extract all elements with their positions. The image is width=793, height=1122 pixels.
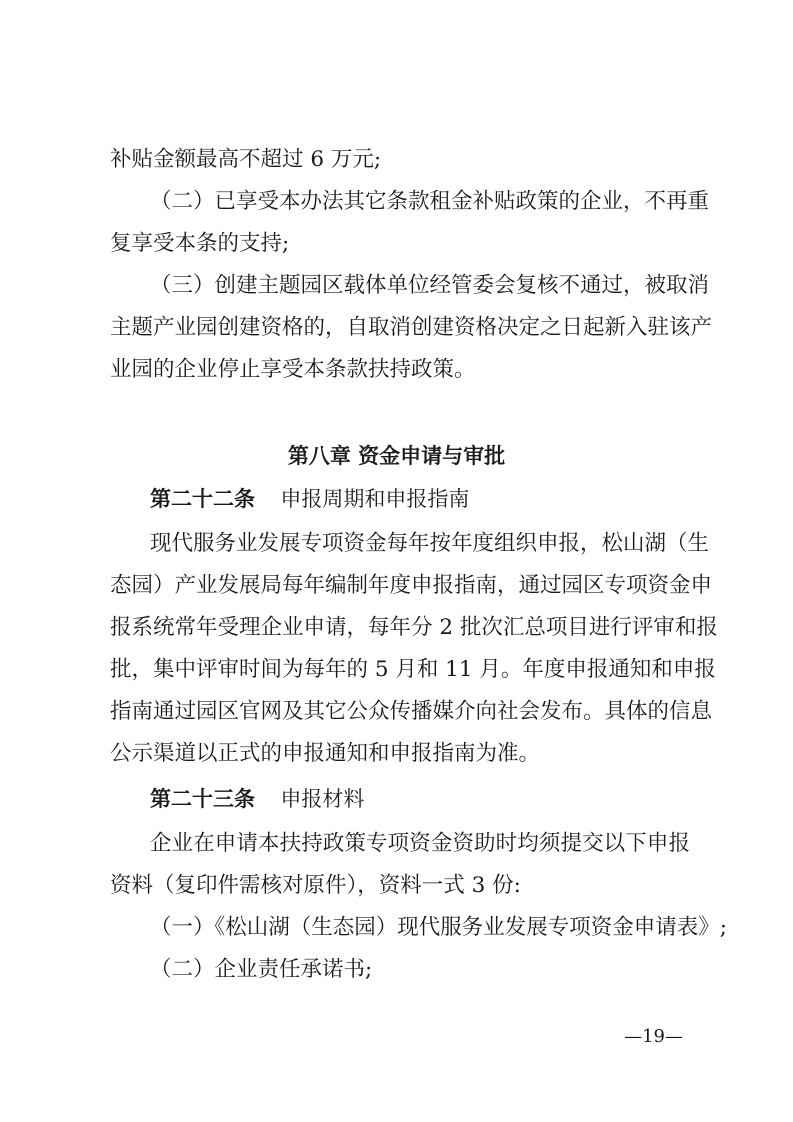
text-line: 指南通过园区官网及其它公众传播媒介向社会发布。具体的信息 bbox=[110, 699, 713, 724]
text-line: 资料（复印件需核对原件），资料一式 3 份: bbox=[110, 873, 521, 898]
text-line: 业园的企业停止享受本条款扶持政策。 bbox=[110, 357, 476, 382]
text-line: （二）企业责任承诺书; bbox=[150, 957, 373, 982]
text-line: （一）《松山湖（生态园）现代服务业发展专项资金申请表》; bbox=[150, 915, 727, 940]
article-label: 第二十二条 bbox=[150, 487, 255, 511]
page-number: —19— bbox=[624, 1026, 683, 1047]
text-line: 补贴金额最高不超过 6 万元; bbox=[110, 147, 382, 172]
text-line: 报系统常年受理企业申请，每年分 2 批次汇总项目进行评审和报 bbox=[110, 615, 718, 640]
article-title: 申报材料 bbox=[280, 787, 365, 811]
article-label: 第二十三条 bbox=[150, 787, 255, 811]
text-line: 企业在申请本扶持政策专项资金资助时均须提交以下申报 bbox=[150, 831, 690, 856]
article-heading bbox=[150, 484, 469, 514]
article-title: 申报周期和申报指南 bbox=[280, 487, 470, 511]
text-line: 现代服务业发展专项资金每年按年度组织申报，松山湖（生 bbox=[150, 531, 710, 556]
text-line: 主题产业园创建资格的，自取消创建资格决定之日起新入驻该产 bbox=[110, 315, 713, 340]
text-line: 态园）产业发展局每年编制年度申报指南，通过园区专项资金申 bbox=[110, 573, 713, 598]
chapter-title: 第八章 资金申请与审批 bbox=[287, 444, 506, 468]
text-line: 复享受本条的支持; bbox=[110, 231, 290, 256]
article-heading bbox=[150, 784, 364, 814]
text-line: （二）已享受本办法其它条款租金补贴政策的企业，不再重 bbox=[150, 189, 710, 214]
text-line: 批，集中评审时间为每年的 5 月和 11 月。年度申报通知和申报 bbox=[110, 657, 716, 682]
text-line: 公示渠道以正式的申报通知和申报指南为准。 bbox=[110, 741, 541, 766]
text-line: （三）创建主题园区载体单位经管委会复核不通过，被取消 bbox=[150, 273, 710, 298]
